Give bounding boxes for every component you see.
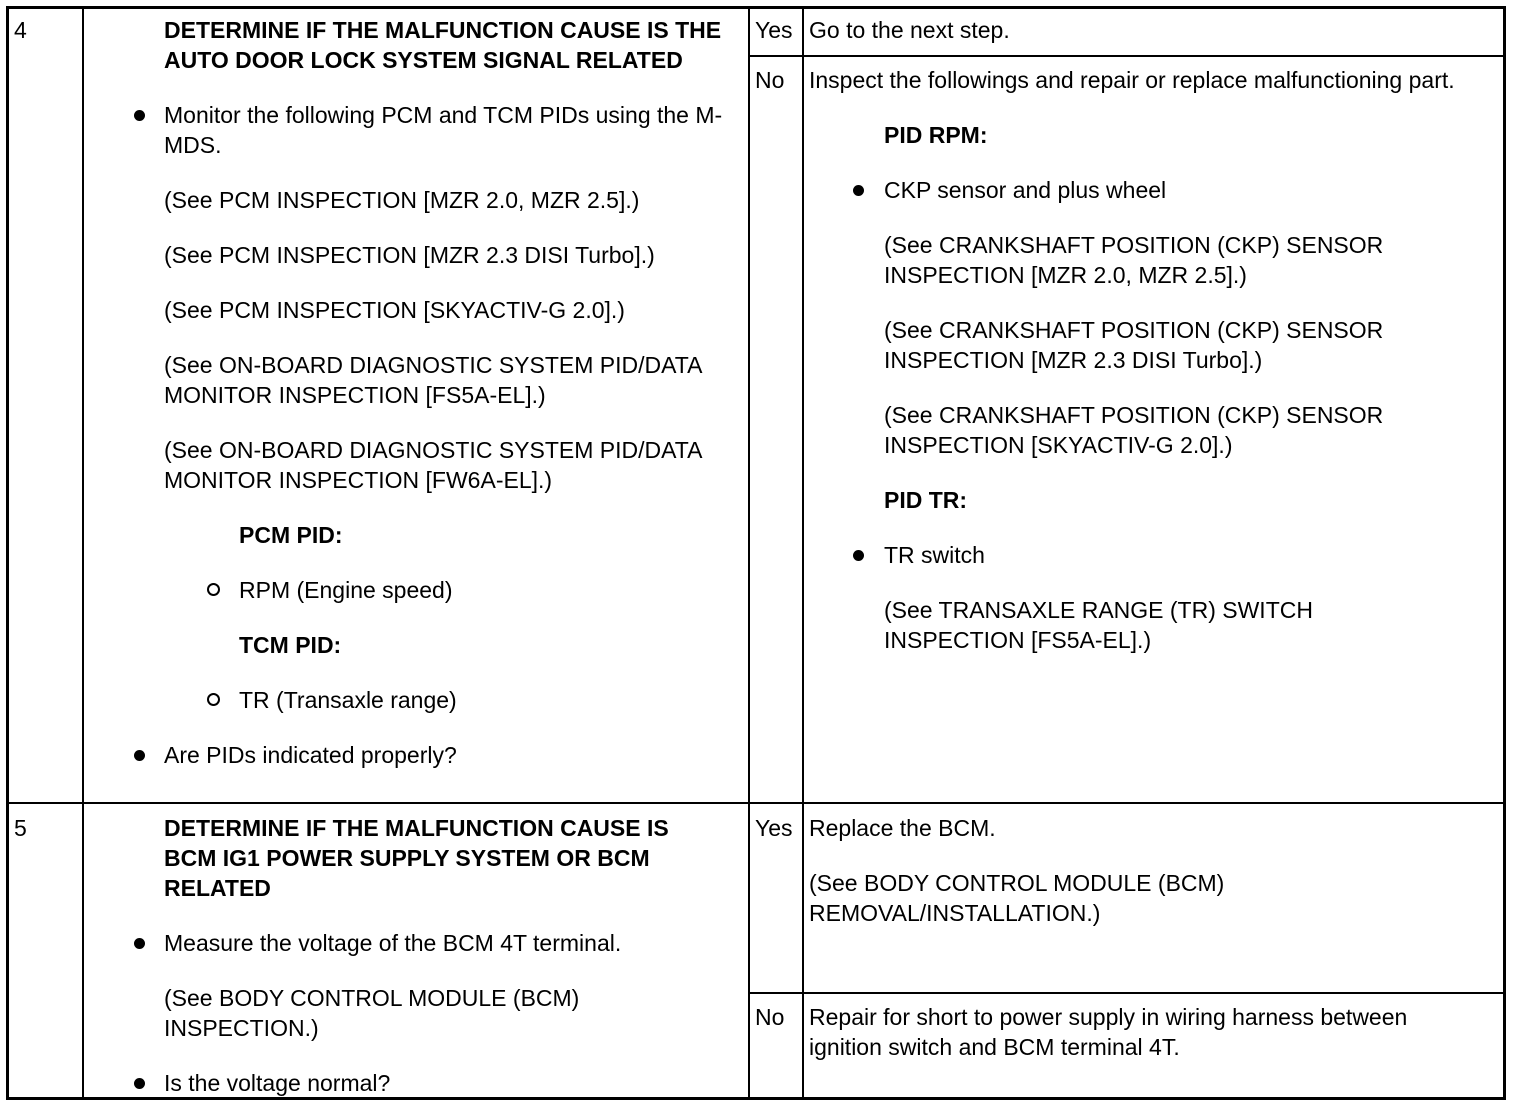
- reference-text: (See ON-BOARD DIAGNOSTIC SYSTEM PID/DATA MONITOR INSPECTION [FW6A-EL].): [164, 437, 702, 493]
- yes-label: Yes: [755, 17, 793, 43]
- reference-text: (See PCM INSPECTION [SKYACTIV-G 2.0].): [164, 297, 625, 323]
- bullet-text: Is the voltage normal?: [164, 1070, 391, 1096]
- bullet-text: Measure the voltage of the BCM 4T terminal.: [164, 930, 622, 956]
- diagnostic-table: [6, 6, 1506, 1100]
- bullet-dot-icon: [134, 750, 145, 761]
- col-divider-result: [802, 9, 804, 1097]
- no-action: [809, 65, 1499, 655]
- bullet-dot-icon: [853, 550, 864, 561]
- row-divider-step: [9, 802, 1503, 804]
- bullet-dot-icon: [853, 185, 864, 196]
- bullet-item: [164, 740, 739, 770]
- yes-action: Go to the next step.: [809, 17, 1010, 43]
- no-label: No: [755, 67, 785, 93]
- yes-action: [809, 813, 1499, 928]
- reference-text: (See PCM INSPECTION [MZR 2.3 DISI Turbo].): [164, 242, 655, 268]
- no-action-details: [809, 120, 1499, 655]
- bullet-text: CKP sensor and plus wheel: [884, 177, 1167, 203]
- yes-label: Yes: [755, 815, 793, 841]
- step-number: 5: [14, 815, 27, 841]
- tcm-pid-label: TCM PID:: [239, 632, 342, 658]
- reference-text: (See TRANSAXLE RANGE (TR) SWITCH INSPECTION [FS5A-EL].): [884, 597, 1313, 653]
- bullet-text: Are PIDs indicated properly?: [164, 742, 457, 768]
- bullet-text: Monitor the following PCM and TCM PIDs using the M-MDS.: [164, 102, 723, 158]
- bullet-circle-icon: [207, 693, 220, 706]
- col-divider-procedure: [748, 9, 750, 1097]
- bullet-dot-icon: [134, 938, 145, 949]
- pid-rpm-label: PID RPM:: [884, 122, 988, 148]
- reference-text: (See BODY CONTROL MODULE (BCM) REMOVAL/INSTALLATION.): [809, 870, 1225, 926]
- sub-bullet-item: [164, 685, 739, 715]
- bullet-item: [164, 928, 739, 958]
- bullet-circle-icon: [207, 583, 220, 596]
- step-number: 4: [14, 17, 27, 43]
- bullet-item: [164, 100, 739, 160]
- pid-tr-label: PID TR:: [884, 487, 968, 513]
- sub-bullet-text: TR (Transaxle range): [239, 687, 457, 713]
- reference-text: (See CRANKSHAFT POSITION (CKP) SENSOR INSPECTION [MZR 2.3 DISI Turbo].): [884, 317, 1384, 373]
- bullet-item: [884, 540, 1499, 570]
- reference-text: (See CRANKSHAFT POSITION (CKP) SENSOR INSPECTION [SKYACTIV-G 2.0].): [884, 402, 1384, 458]
- yes-action-text: Replace the BCM.: [809, 815, 996, 841]
- reference-text: (See BODY CONTROL MODULE (BCM) INSPECTION.): [164, 985, 580, 1041]
- row-divider-step4-yes-no: [748, 55, 1503, 57]
- step-heading: DETERMINE IF THE MALFUNCTION CAUSE IS THE AUTO DOOR LOCK SYSTEM SIGNAL RELATED: [164, 17, 722, 73]
- no-action-text: Inspect the followings and repair or replace malfunctioning part.: [809, 67, 1455, 93]
- bullet-dot-icon: [134, 110, 145, 121]
- bullet-item: [164, 1068, 739, 1098]
- pcm-pid-label: PCM PID:: [239, 522, 343, 548]
- step-heading: DETERMINE IF THE MALFUNCTION CAUSE IS BCM IG1 POWER SUPPLY SYSTEM OR BCM RELATED: [164, 815, 669, 901]
- step-procedure: [164, 15, 739, 770]
- reference-text: (See CRANKSHAFT POSITION (CKP) SENSOR INSPECTION [MZR 2.0, MZR 2.5].): [884, 232, 1384, 288]
- no-action: Repair for short to power supply in wiring harness between ignition switch and BCM terminal 4T.: [809, 1004, 1408, 1060]
- reference-text: (See ON-BOARD DIAGNOSTIC SYSTEM PID/DATA MONITOR INSPECTION [FS5A-EL].): [164, 352, 702, 408]
- col-divider-number: [82, 9, 84, 1097]
- bullet-dot-icon: [134, 1078, 145, 1089]
- sub-bullet-item: [164, 575, 739, 605]
- bullet-item: [884, 175, 1499, 205]
- no-label: No: [755, 1004, 785, 1030]
- sub-bullet-text: RPM (Engine speed): [239, 577, 453, 603]
- row-divider-step5-yes-no: [748, 992, 1503, 994]
- step-procedure: [164, 813, 739, 1098]
- bullet-text: TR switch: [884, 542, 985, 568]
- reference-text: (See PCM INSPECTION [MZR 2.0, MZR 2.5].): [164, 187, 640, 213]
